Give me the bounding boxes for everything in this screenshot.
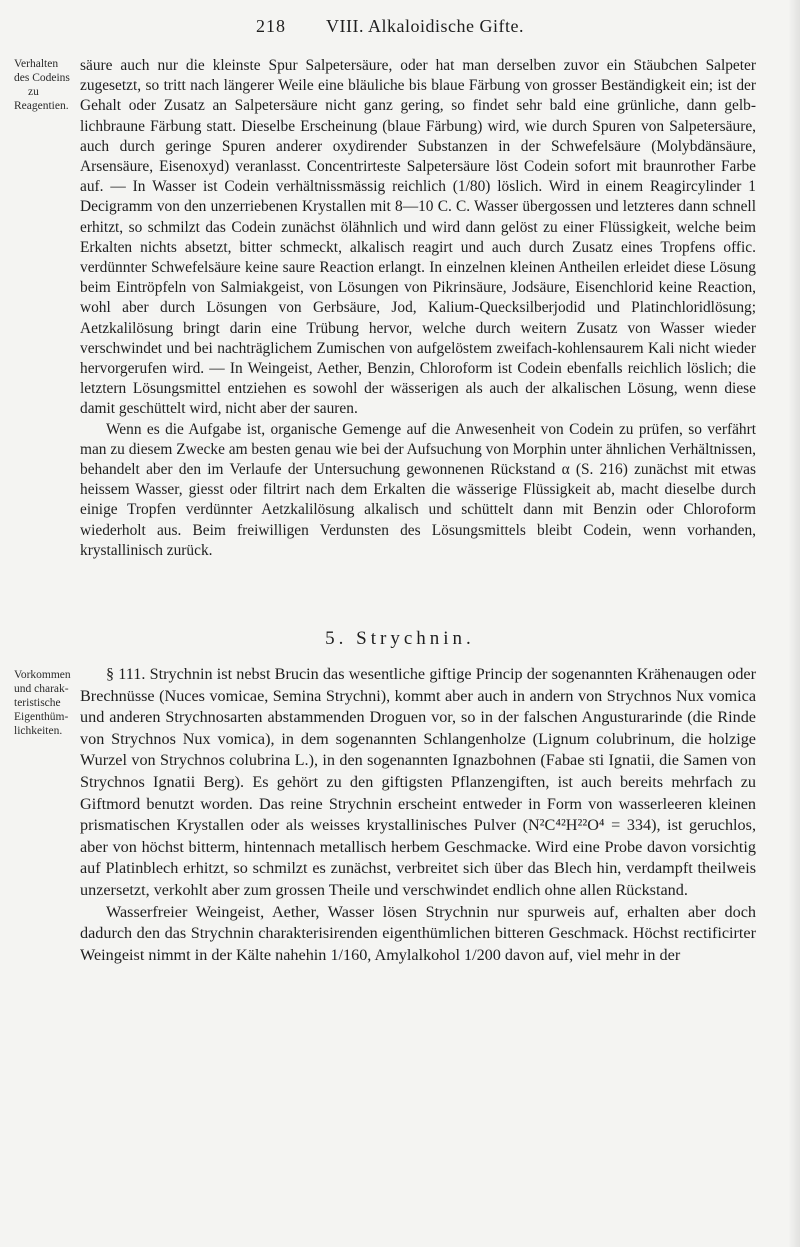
margin-note-line: des Codeins [14, 72, 70, 84]
margin-note-strychnin [14, 668, 76, 738]
page-header [0, 16, 800, 42]
margin-note-line: Reagentien. [14, 100, 69, 112]
margin-note-line: Eigenthüm- [14, 711, 69, 723]
margin-note-line: und charak- [14, 683, 69, 695]
paragraph: Wasserfreier Weingeist, Aether, Wasser lösen Strychnin nur spurweis auf, erhalten aber doch dadurch den das Strychnin charakterisirenden eigenthümlichen bitteren Geschmack. Höchst rectificirter Weingeist nimmt in der Kälte nahehin 1/160, Amylalkohol 1/200 davon auf, viel mehr in der [80, 902, 756, 964]
running-head: VIII. Alkaloidische Gifte. [326, 16, 524, 36]
margin-note-line: Verhalten [14, 58, 59, 70]
paragraph: säure auch nur die kleinste Spur Salpetersäure, oder hat man derselben zuvor ein Stäubchen Salpeter zugesetzt, so tritt nach längerer Weile eine bläuliche bis blaue Färbung von grosser Beständigkeit ein; ist der Gehalt oder Zusatz an Salpetersäure nicht ganz gering, so findet sehr bald eine grünliche, dann gelb-lichbraune Färbung statt. Dieselbe Erscheinung (blaue Färbung) wird, wie durch Spuren von Salpetersäure, auch durch geringe Spuren anderer oxydirender Substanzen in der Schwefelsäure (Molybdänsäure, Arsensäure, Eisenoxyd) veranlasst. Concentrirteste Salpetersäure löst Codein sofort mit braunrother Farbe auf. — In Wasser ist Codein verhältnissmässig reichlich (1/80) löslich. Wird in einem Reagircylinder 1 Decigramm von den unzerriebenen Krystallen mit 8—10 C. C. Wasser übergossen und letzteres dann schnell erhitzt, so schmilzt das Codein zunächst ölähnlich und wird dann gelöst zu einer Flüssigkeit, welche beim Erkalten nichts absetzt, bitter schmeckt, alkalisch reagirt und auch durch Zusatz eines Tropfens offic. verdünnter Schwefelsäure keine saure Reaction erlangt. In einzelnen kleinen Antheilen erleidet diese Lösung beim Eintröpfeln von Salmiakgeist, von Lösungen von Pikrinsäure, Jodsäure, Eisenchlorid keine Reaction, wohl aber durch Lösungen von Gerbsäure, Jod, Kalium-Quecksilberjodid und Platinchloridlösung; Aetzkalilösung bringt darin eine Trübung hervor, welche durch weitern Zusatz von Wasser wieder verschwindet und bei nachträglichem Zumischen von aufgelöstem zweifach-kohlensaurem Kali nicht wieder hervorgerufen wird. — In Weingeist, Aether, Benzin, Chloroform ist Codein ebenfalls reichlich löslich; die letztern Lösungsmittel entziehen es sowohl der wässerigen als auch der alkalischen Lösung, wenn diese damit geschüttelt wird, nicht aber der sauren. [80, 57, 756, 418]
strychnin-text-block [80, 664, 756, 966]
margin-note-line: zu [28, 86, 39, 98]
codein-text-block [80, 56, 756, 561]
paragraph: Wenn es die Aufgabe ist, organische Gemenge auf die Anwesenheit von Codein zu prüfen, so verfährt man zu diesem Zwecke am besten genau wie bei der Aufsuchung von Morphin unter ähnlichen Verhältnissen, behandelt aber den im Verlaufe der Untersuchung gewonnenen Rückstand α (S. 216) zunächst mit etwas heissem Wasser, giesst oder filtrirt nach dem Erkalten die wässerige Flüssigkeit ab, macht dieselbe durch einige Tropfen verdünnter Aetzkalilösung alkalisch und schüttelt dann mit Benzin oder Chloroform wiederholt aus. Beim freiwilligen Verdunsten des Lösungsmittels bleibt Codein, wenn vorhanden, krystallinisch zurück. [80, 420, 756, 559]
margin-note-line: Vorkommen [14, 669, 71, 681]
page-number: 218 [256, 16, 286, 36]
margin-note-codein [14, 57, 76, 113]
margin-note-line: lichkeiten. [14, 725, 63, 737]
margin-note-line: teristische [14, 697, 61, 709]
section-title: 5. Strychnin. [325, 628, 475, 649]
page-edge-shadow [788, 0, 800, 1247]
paragraph: § 111. Strychnin ist nebst Brucin das wesentliche giftige Princip der sogenannten Krähenaugen oder Brechnüsse (Nuces vomicae, Semina Strychni), kommt aber auch in andern von Strychnos Nux vomica und anderen Strychnosarten abstammenden Droguen vor, so in der falschen Angusturarinde (die Rinde von Strychnos Nux vomica), in dem sogenannten Schlangenholze (Lignum colubrinum, die holzige Wurzel von Strychnos colubrina L.), in den sogenannten Ignazbohnen (Fabae sti Ignatii, die Samen von Strychnos Ignatii Berg). Es gehört zu den giftigsten Pflanzengiften, ist auch bereits mehrfach zu Giftmord benutzt worden. Das reine Strychnin erscheint entweder in Form von wasserleeren kleinen prismatischen Krystallen oder als weisses krystallinisches Pulver (N²C⁴²H²²O⁴ = 334), ist geruchlos, aber von höchst bitterm, hintennach metallisch herbem Geschmacke. Wird eine Probe davon vorsichtig auf Platinblech erhitzt, so schmilzt es zunächst, verbreitet sich über das Blech hin, verdampft theilweis unzersetzt, verkohlt aber zum grossen Theile und verschwindet endlich ohne allen Rückstand. [80, 665, 756, 899]
